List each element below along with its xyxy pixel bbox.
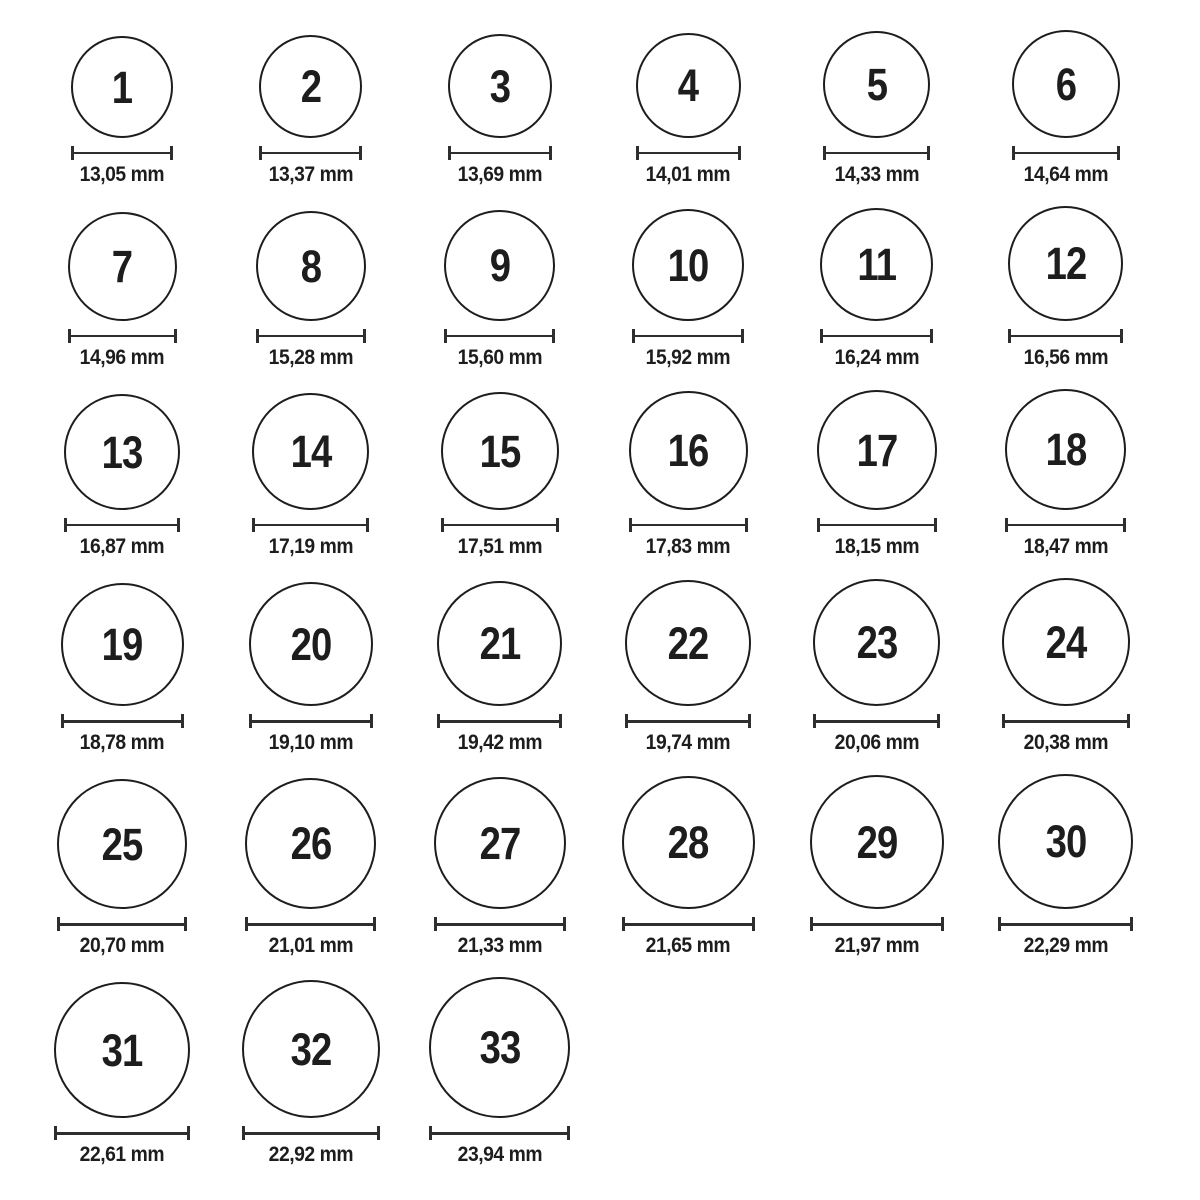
diameter-measure-line <box>64 518 180 532</box>
diameter-label: 16,87 mm <box>80 535 165 559</box>
ring-size-item <box>594 776 783 957</box>
ring-size-number: 13 <box>101 426 143 478</box>
diameter-label: 18,78 mm <box>80 731 165 755</box>
ring-circle <box>810 775 944 909</box>
diameter-measure-line <box>245 917 376 931</box>
ring-size-item <box>28 212 217 369</box>
ring-size-item <box>405 392 594 558</box>
ring-size-item <box>405 777 594 957</box>
diameter-measure-line <box>632 329 744 343</box>
ring-size-number: 6 <box>1055 58 1076 110</box>
ring-circle <box>434 777 566 909</box>
ring-size-number: 33 <box>479 1022 521 1074</box>
ring-size-item <box>783 579 972 754</box>
ring-circle <box>429 977 570 1118</box>
ring-circle <box>448 34 552 138</box>
diameter-label: 17,51 mm <box>457 535 542 559</box>
diameter-measure-line <box>810 917 944 931</box>
ring-size-item <box>783 775 972 957</box>
diameter-label: 14,33 mm <box>834 163 920 186</box>
ring-size-item <box>28 779 217 957</box>
diameter-measure-line <box>1008 329 1123 343</box>
ring-circle <box>817 390 937 510</box>
ring-size-number: 7 <box>112 241 133 293</box>
ring-size-item <box>405 581 594 754</box>
ring-size-item <box>594 209 783 369</box>
diameter-measure-line <box>256 329 366 343</box>
diameter-label: 18,47 mm <box>1023 535 1108 559</box>
diameter-label: 23,94 mm <box>457 1143 542 1167</box>
ring-circle <box>820 208 933 321</box>
diameter-label: 20,38 mm <box>1023 731 1108 755</box>
ring-size-item <box>971 774 1160 957</box>
ring-size-number: 21 <box>479 618 521 670</box>
ring-circle <box>57 779 187 909</box>
ring-size-number: 30 <box>1045 816 1087 868</box>
ring-size-item <box>217 980 406 1166</box>
diameter-label: 20,06 mm <box>834 731 920 755</box>
ring-size-number: 1 <box>112 61 133 113</box>
ring-circle <box>632 209 744 321</box>
diameter-label: 19,10 mm <box>268 731 354 755</box>
ring-circle <box>823 31 930 138</box>
ring-size-number: 28 <box>667 817 709 869</box>
diameter-measure-line <box>622 917 755 931</box>
diameter-measure-line <box>823 146 930 160</box>
diameter-measure-line <box>448 146 552 160</box>
diameter-label: 13,37 mm <box>268 163 354 186</box>
diameter-label: 14,01 mm <box>646 163 731 186</box>
ring-size-item <box>217 393 406 558</box>
diameter-label: 16,24 mm <box>834 346 920 370</box>
ring-size-number: 19 <box>101 619 143 671</box>
diameter-label: 15,28 mm <box>268 346 354 370</box>
ring-size-item <box>28 982 217 1166</box>
ring-circle <box>1012 30 1120 138</box>
ring-size-number: 9 <box>489 240 510 292</box>
diameter-label: 21,01 mm <box>268 934 354 958</box>
ring-size-number: 4 <box>678 60 699 111</box>
diameter-measure-line <box>817 518 937 532</box>
ring-size-item <box>783 390 972 558</box>
diameter-measure-line <box>1002 714 1130 728</box>
diameter-measure-line <box>71 146 173 160</box>
ring-circle <box>68 212 177 321</box>
diameter-measure-line <box>57 917 187 931</box>
ring-size-item <box>783 31 972 186</box>
diameter-label: 17,19 mm <box>268 535 354 559</box>
diameter-measure-line <box>61 714 184 728</box>
diameter-measure-line <box>434 917 566 931</box>
diameter-measure-line <box>998 917 1133 931</box>
ring-circle <box>636 33 741 138</box>
ring-size-number: 5 <box>866 59 888 110</box>
diameter-measure-line <box>813 714 940 728</box>
diameter-measure-line <box>429 1126 570 1140</box>
ring-size-number: 8 <box>300 240 322 292</box>
ring-size-number: 24 <box>1045 616 1087 668</box>
ring-size-item <box>405 210 594 369</box>
ring-circle <box>71 36 173 138</box>
ring-size-item <box>217 35 406 186</box>
ring-circle <box>64 394 180 510</box>
ring-circle <box>259 35 362 138</box>
diameter-label: 22,29 mm <box>1023 934 1108 958</box>
diameter-measure-line <box>437 714 562 728</box>
diameter-label: 21,33 mm <box>457 934 542 958</box>
diameter-label: 20,70 mm <box>80 934 165 958</box>
ring-size-number: 14 <box>290 426 332 478</box>
ring-size-item <box>594 391 783 558</box>
ring-size-item <box>594 580 783 754</box>
diameter-label: 15,60 mm <box>457 346 542 370</box>
diameter-label: 19,42 mm <box>457 731 542 755</box>
ring-circle <box>629 391 748 510</box>
ring-size-item <box>217 211 406 369</box>
diameter-measure-line <box>441 518 559 532</box>
diameter-label: 13,05 mm <box>80 163 165 186</box>
ring-circle <box>1008 206 1123 321</box>
ring-size-number: 3 <box>489 60 510 112</box>
ring-size-item <box>971 206 1160 369</box>
ring-circle <box>998 774 1133 909</box>
diameter-measure-line <box>242 1126 380 1140</box>
ring-circle <box>242 980 380 1118</box>
ring-circle <box>441 392 559 510</box>
ring-size-item <box>971 389 1160 558</box>
ring-circle <box>813 579 940 706</box>
ring-size-number: 32 <box>290 1023 332 1075</box>
ring-circle <box>61 583 184 706</box>
diameter-measure-line <box>68 329 177 343</box>
ring-size-number: 10 <box>667 239 709 291</box>
ring-size-item <box>217 582 406 754</box>
diameter-measure-line <box>252 518 369 532</box>
ring-size-number: 11 <box>857 239 897 291</box>
ring-circle <box>625 580 751 706</box>
diameter-label: 22,61 mm <box>80 1143 165 1167</box>
ring-size-number: 25 <box>101 818 143 870</box>
ring-size-number: 12 <box>1045 238 1087 290</box>
ring-circle <box>54 982 190 1118</box>
ring-circle <box>444 210 555 321</box>
ring-size-item <box>405 977 594 1166</box>
diameter-measure-line <box>249 714 373 728</box>
ring-circle <box>256 211 366 321</box>
ring-size-item <box>217 778 406 957</box>
ring-circle <box>622 776 755 909</box>
ring-size-item <box>783 208 972 369</box>
ring-size-item <box>28 36 217 186</box>
diameter-measure-line <box>1005 518 1126 532</box>
ring-circle <box>1005 389 1126 510</box>
ring-circle <box>245 778 376 909</box>
ring-size-number: 22 <box>667 617 709 669</box>
diameter-label: 14,64 mm <box>1023 163 1108 186</box>
diameter-label: 17,83 mm <box>646 535 731 559</box>
diameter-measure-line <box>629 518 748 532</box>
ring-size-item <box>971 578 1160 754</box>
ring-circle <box>249 582 373 706</box>
diameter-measure-line <box>625 714 751 728</box>
ring-size-number: 20 <box>290 618 332 670</box>
ring-size-number: 23 <box>856 617 898 669</box>
diameter-label: 13,69 mm <box>457 163 542 186</box>
ring-circle <box>1002 578 1130 706</box>
diameter-measure-line <box>1012 146 1120 160</box>
diameter-measure-line <box>820 329 933 343</box>
diameter-measure-line <box>636 146 741 160</box>
ring-size-number: 18 <box>1045 424 1087 476</box>
ring-size-item <box>28 394 217 558</box>
diameter-measure-line <box>54 1126 190 1140</box>
ring-size-item <box>971 30 1160 186</box>
ring-circle <box>252 393 369 510</box>
ring-size-number: 15 <box>479 425 521 477</box>
diameter-label: 21,97 mm <box>834 934 920 958</box>
ring-size-number: 17 <box>856 424 898 476</box>
diameter-label: 22,92 mm <box>268 1143 354 1167</box>
ring-size-number: 16 <box>667 425 709 477</box>
diameter-label: 16,56 mm <box>1023 346 1108 370</box>
ring-size-number: 2 <box>300 61 322 112</box>
diameter-label: 15,92 mm <box>646 346 731 370</box>
diameter-measure-line <box>444 329 555 343</box>
ring-size-number: 31 <box>101 1024 143 1076</box>
diameter-label: 14,96 mm <box>80 346 165 370</box>
ring-size-number: 26 <box>290 818 332 870</box>
ring-size-item <box>405 34 594 186</box>
diameter-measure-line <box>259 146 362 160</box>
diameter-label: 19,74 mm <box>646 731 731 755</box>
ring-size-item <box>28 583 217 754</box>
ring-size-number: 29 <box>856 816 898 868</box>
diameter-label: 18,15 mm <box>834 535 920 559</box>
ring-size-item <box>594 33 783 186</box>
ring-size-number: 27 <box>479 817 521 869</box>
ring-circle <box>437 581 562 706</box>
diameter-label: 21,65 mm <box>646 934 731 958</box>
